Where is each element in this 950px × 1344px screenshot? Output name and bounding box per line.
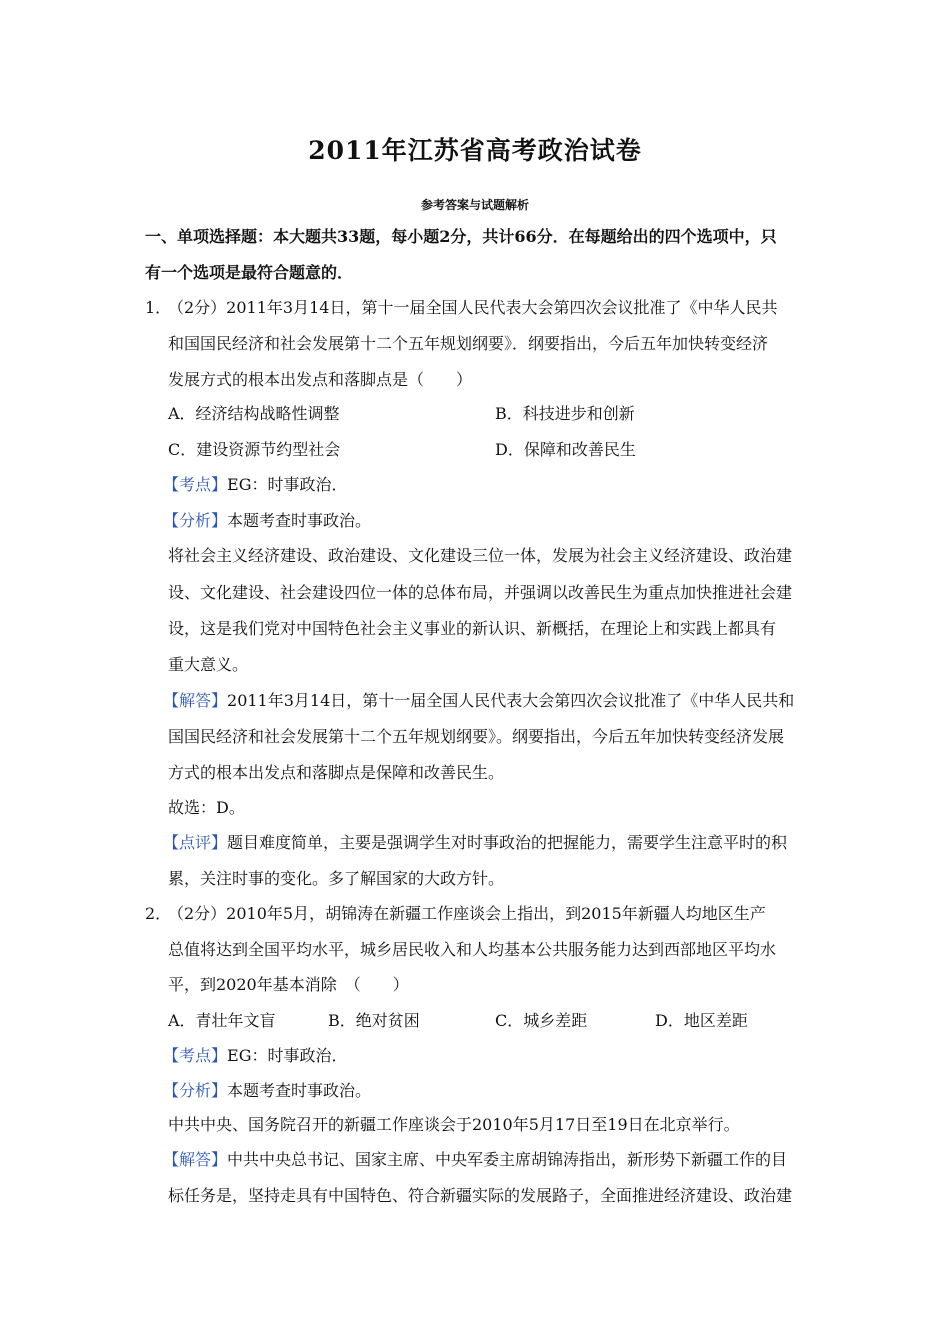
q2-fenxi-body-1: 中共中央、国务院召开的新疆工作座谈会于2010年5月17日至19日在北京举行。 — [168, 1115, 740, 1134]
page-title: 2011年江苏省高考政治试卷 — [308, 136, 642, 165]
section-heading-line-1: 一、单项选择题：本大题共33题，每小题2分，共计66分．在每题给出的四个选项中，只 — [145, 227, 777, 246]
q2-kaodian-text: EG：时事政治． — [227, 1046, 348, 1065]
section-heading-line-2: 有一个选项是最符合题意的． — [145, 263, 354, 282]
q1-stem-line-3: 发展方式的根本出发点和落脚点是（ ） — [168, 370, 473, 389]
q1-fenxi-body-1: 将社会主义经济建设、政治建设、文化建设三位一体，发展为社会主义经济建设、政治建 — [168, 546, 793, 565]
q1-dianping-tag: 【点评】 — [163, 833, 228, 852]
q1-dianping-line-1: 题目难度简单，主要是强调学生对时事政治的把握能力，需要学生注意平时的积 — [227, 833, 788, 852]
q1-fenxi — [163, 510, 371, 532]
q1-option-a: A．经济结构战略性调整 — [168, 404, 340, 423]
q1-fenxi-text: 本题考查时事政治。 — [227, 511, 372, 530]
page-subtitle: 参考答案与试题解析 — [420, 198, 529, 212]
q2-option-a: A．青壮年文盲 — [168, 1011, 276, 1030]
q1-jieda-line-2: 国国民经济和社会发展第十二个五年规划纲要》。纲要指出，今后五年加快转变经济发展 — [168, 727, 785, 746]
q2-kaodian — [163, 1045, 347, 1067]
q1-fenxi-body-2: 设、文化建设、社会建设四位一体的总体布局，并强调以改善民生为重点加快推进社会建 — [168, 583, 793, 602]
q1-fenxi-tag: 【分析】 — [163, 511, 228, 530]
q1-jieda-line-1: 2011年3月14日，第十一届全国人民代表大会第四次会议批准了《中华人民共和 — [227, 691, 795, 710]
q2-fenxi-text: 本题考查时事政治。 — [227, 1081, 372, 1100]
q1-kaodian-text: EG：时事政治． — [227, 475, 348, 494]
q2-option-c: C．城乡差距 — [495, 1011, 588, 1030]
q1-jieda-tag: 【解答】 — [163, 691, 228, 710]
q2-number: 2． — [145, 904, 172, 923]
q2-option-b: B．绝对贫困 — [328, 1011, 420, 1030]
q1-dianping — [163, 832, 787, 854]
q1-stem-line-1: （2分）2011年3月14日，第十一届全国人民代表大会第四次会议批准了《中华人民共 — [168, 298, 778, 317]
q1-number: 1． — [145, 298, 172, 317]
q2-option-d: D．地区差距 — [655, 1011, 748, 1030]
q1-option-d: D．保障和改善民生 — [495, 440, 636, 459]
q2-kaodian-tag: 【考点】 — [163, 1046, 228, 1065]
q2-jieda-line-1: 中共中央总书记、国家主席、中央军委主席胡锦涛指出，新形势下新疆工作的目 — [227, 1150, 788, 1169]
q1-stem-line-2: 和国国民经济和社会发展第十二个五年规划纲要》．纲要指出，今后五年加快转变经济 — [168, 334, 769, 353]
q2-fenxi — [163, 1080, 371, 1102]
q1-kaodian-tag: 【考点】 — [163, 475, 228, 494]
q1-option-b: B．科技进步和创新 — [495, 404, 635, 423]
q2-fenxi-tag: 【分析】 — [163, 1081, 228, 1100]
q1-answer: 故选：D。 — [168, 798, 245, 817]
q1-jieda-line-3: 方式的根本出发点和落脚点是保障和改善民生。 — [168, 763, 505, 782]
q1-fenxi-body-4: 重大意义。 — [168, 655, 249, 674]
q2-stem-line-3: 平，到2020年基本消除 （ ） — [168, 975, 409, 994]
q1-dianping-line-2: 累，关注时事的变化。多了解国家的大政方针。 — [168, 869, 505, 888]
q1-kaodian — [163, 474, 347, 496]
q2-stem-line-2: 总值将达到全国平均水平，城乡居民收入和人均基本公共服务能力达到西部地区平均水 — [168, 940, 777, 959]
q2-jieda — [163, 1149, 787, 1171]
q1-fenxi-body-3: 设，这是我们党对中国特色社会主义事业的新认识、新概括，在理论上和实践上都具有 — [168, 619, 777, 638]
q2-jieda-tag: 【解答】 — [163, 1150, 228, 1169]
q2-jieda-line-2: 标任务是，坚持走具有中国特色、符合新疆实际的发展路子，全面推进经济建设、政治建 — [168, 1186, 793, 1205]
q2-stem-line-1: （2分）2010年5月，胡锦涛在新疆工作座谈会上指出，到2015年新疆人均地区生产 — [168, 904, 766, 923]
q1-option-c: C．建设资源节约型社会 — [168, 440, 341, 459]
q1-jieda — [163, 690, 794, 712]
